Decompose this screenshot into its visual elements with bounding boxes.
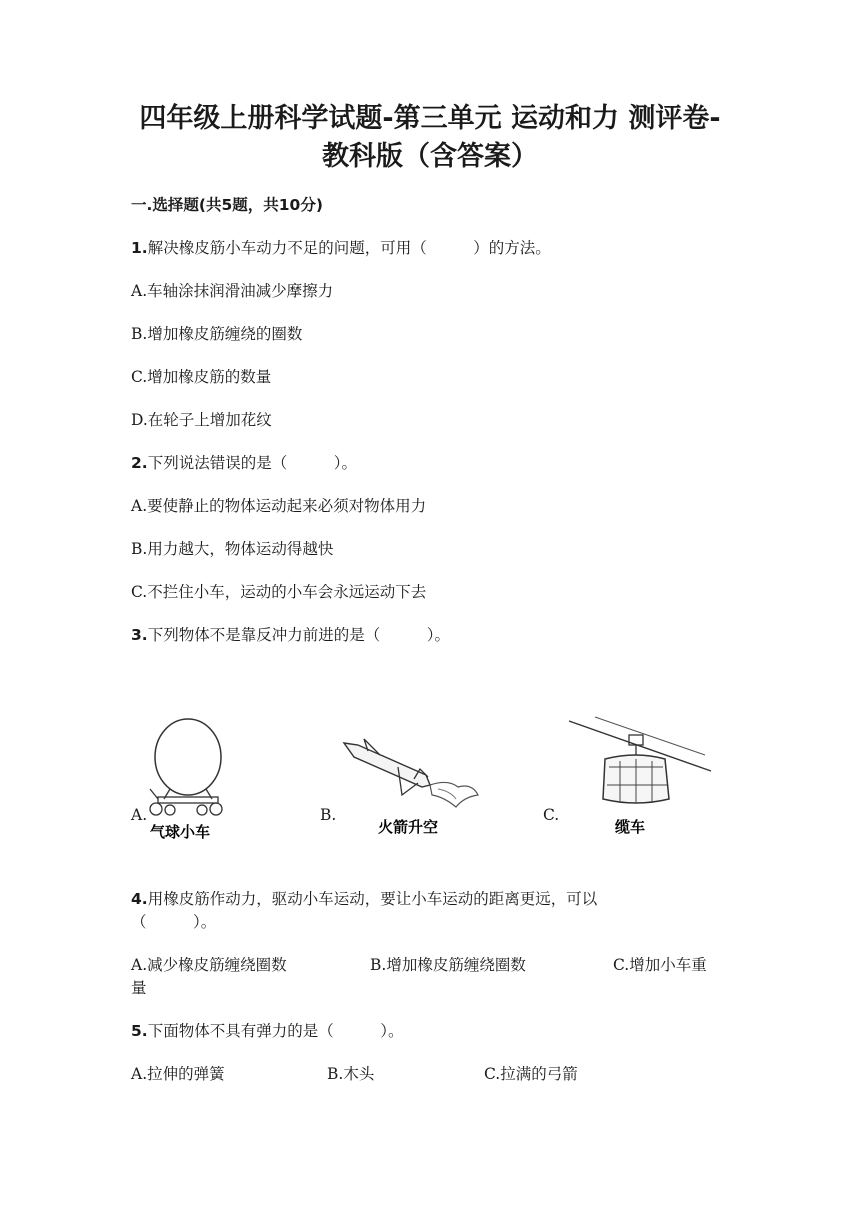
option-4c-wrap: 量 [131, 979, 147, 997]
rocket-image [338, 735, 493, 845]
cable-car-image [565, 715, 715, 845]
title-line-1: 四年级上册科学试题-第三单元 运动和力 测评卷- [139, 103, 721, 134]
option-2b: B.用力越大，物体运动得越快 [131, 540, 334, 558]
question-5 [131, 1019, 403, 1041]
option-3a-letter: A. [131, 806, 148, 824]
option-1a: A.车轴涂抹润滑油减少摩擦力 [131, 282, 334, 300]
option-1d: D.在轮子上增加花纹 [131, 411, 272, 429]
question-4 [131, 887, 597, 909]
option-3b-letter: B. [320, 806, 337, 824]
caption-cable-car: 缆车 [615, 818, 646, 836]
option-4b: B.增加橡皮筋缠绕圈数 [370, 956, 526, 974]
question-number: 1. [131, 239, 148, 257]
balloon-car-image [140, 715, 240, 845]
question-number: 3. [131, 626, 148, 644]
question-1 [131, 236, 551, 258]
section-heading: 一.选择题(共5题，共10分) [131, 196, 323, 214]
option-1b: B.增加橡皮筋缠绕的圈数 [131, 325, 303, 343]
option-1c: C.增加橡皮筋的数量 [131, 368, 272, 386]
page-title [110, 100, 750, 176]
question-number: 2. [131, 454, 148, 472]
option-5b: B.木头 [327, 1065, 375, 1083]
option-4c: C.增加小车重 [613, 956, 707, 974]
caption-balloon-car: 气球小车 [150, 823, 211, 841]
option-3c-letter: C. [543, 806, 560, 824]
option-5a: A.拉伸的弹簧 [131, 1065, 225, 1083]
option-4a: A.减少橡皮筋缠绕圈数 [131, 956, 287, 974]
question-text: 下列说法错误的是（ ）。 [147, 454, 357, 472]
caption-rocket: 火箭升空 [378, 818, 439, 836]
question-text: 用橡皮筋作动力，驱动小车运动，要让小车运动的距离更远，可以 [147, 890, 598, 908]
question-text: 解决橡皮筋小车动力不足的问题，可用（ ）的方法。 [147, 239, 551, 257]
option-2a: A.要使静止的物体运动起来必须对物体用力 [131, 497, 427, 515]
question-text: 下列物体不是靠反冲力前进的是（ ）。 [147, 626, 450, 644]
question-3 [131, 623, 450, 645]
question-number: 4. [131, 890, 148, 908]
question-4-continued: （ ）。 [131, 913, 217, 931]
question-2 [131, 451, 357, 473]
option-2c: C.不拦住小车，运动的小车会永远运动下去 [131, 583, 427, 601]
option-5c: C.拉满的弓箭 [484, 1065, 578, 1083]
question-number: 5. [131, 1022, 148, 1040]
question-text: 下面物体不具有弹力的是（ ）。 [147, 1022, 404, 1040]
title-line-2: 教科版（含答案） [322, 141, 538, 172]
